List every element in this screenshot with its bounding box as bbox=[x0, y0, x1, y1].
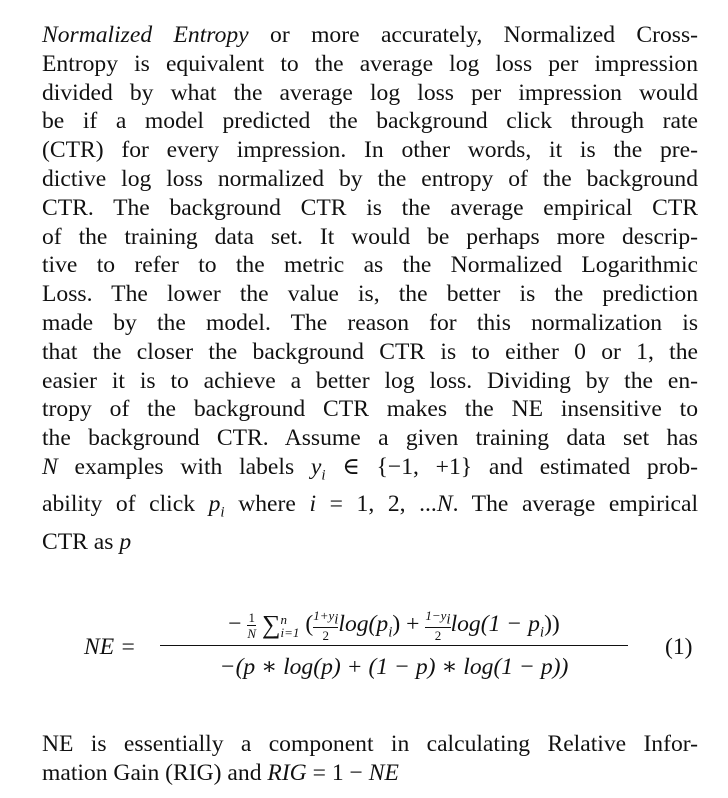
paragraph-line: (CTR) for every impression. In other words, it is the pre- bbox=[42, 137, 698, 164]
equation-ne bbox=[0, 600, 728, 696]
paragraph-line: CTR as p bbox=[42, 528, 132, 555]
paragraph-line: easier it is to achieve a better log loss. Dividing by the en- bbox=[42, 367, 698, 394]
paragraph-line: divided by what the average log loss per impression would bbox=[42, 79, 698, 106]
eq-open-paren: ( bbox=[305, 611, 314, 637]
eq-minus: − bbox=[228, 611, 242, 637]
paragraph-rig bbox=[42, 730, 698, 788]
eq-log-pi: $\log(p_i$ bbox=[338, 611, 393, 641]
paragraph-line: that the closer the background CTR is to either 0 or 1, the bbox=[42, 338, 698, 365]
paragraph-line: dictive log loss normalized by the entropy of the background bbox=[42, 165, 698, 192]
paragraph-line: the background CTR. Assume a given training data set has bbox=[42, 425, 698, 452]
paragraph-ne-definition bbox=[42, 21, 698, 557]
equation-numerator: − $\frac{1}{N}$ ∑ n i=1 ( $\frac{1+y_i}{2}$ $\log(p_i)$ + $\frac{1-y_i}{2}$ $\log(1 - p_i)$) bbox=[228, 607, 560, 644]
paragraph-line: tive to refer to the metric as the Normalized Logarithmic bbox=[42, 252, 698, 279]
paragraph-line: Entropy is equivalent to the average log loss per impression bbox=[42, 50, 698, 77]
paragraph-line: mation Gain (RIG) and RIG = 1 − NE bbox=[42, 759, 399, 786]
eq-sum-symbol: ∑ bbox=[261, 610, 281, 639]
paragraph-line: CTR. The background CTR is the average empirical CTR bbox=[42, 194, 698, 221]
equation-denominator: −(p ∗ log(p) + (1 − p) ∗ log(1 − p)) bbox=[219, 654, 569, 681]
paragraph-line: N examples with labels $y_i$ ∈ {−1, +1} and estimated prob- bbox=[42, 453, 699, 484]
paragraph-line: of the training data set. It would be perhaps more descrip- bbox=[42, 223, 698, 250]
fraction-bar bbox=[160, 645, 628, 646]
paragraph-line: be if a model predicted the background click through rate bbox=[42, 108, 698, 135]
paragraph-line: Loss. The lower the value is, the better is the prediction bbox=[42, 281, 698, 308]
paragraph-line: NE is essentially a component in calculating Relative Infor- bbox=[42, 731, 698, 757]
eq-one-over-n: $\frac{1}{N}$ bbox=[247, 610, 257, 642]
equation-number: (1) bbox=[665, 634, 693, 660]
paragraph-line: Normalized Entropy or more accurately, Normalized Cross- bbox=[42, 22, 698, 48]
eq-frac-a: $\frac{1+y_i}{2}$ bbox=[313, 607, 339, 644]
equation-lhs: NE = bbox=[84, 634, 136, 660]
paragraph-line: tropy of the background CTR makes the NE insensitive to bbox=[42, 396, 698, 423]
paragraph-line: ability of click $p_i$ where i = 1, 2, ...N. The average empirical bbox=[42, 491, 698, 522]
eq-sum-limits: n i=1 bbox=[280, 611, 300, 640]
paragraph-line: made by the model. The reason for this normalization is bbox=[42, 309, 698, 336]
eq-frac-b: $\frac{1-y_i}{2}$ bbox=[425, 607, 451, 644]
eq-log-1-minus-pi: $\log(1 - p_i$ bbox=[450, 611, 545, 641]
term-normalized-entropy: Normalized Entropy bbox=[42, 22, 249, 48]
equation-fraction bbox=[160, 606, 628, 685]
